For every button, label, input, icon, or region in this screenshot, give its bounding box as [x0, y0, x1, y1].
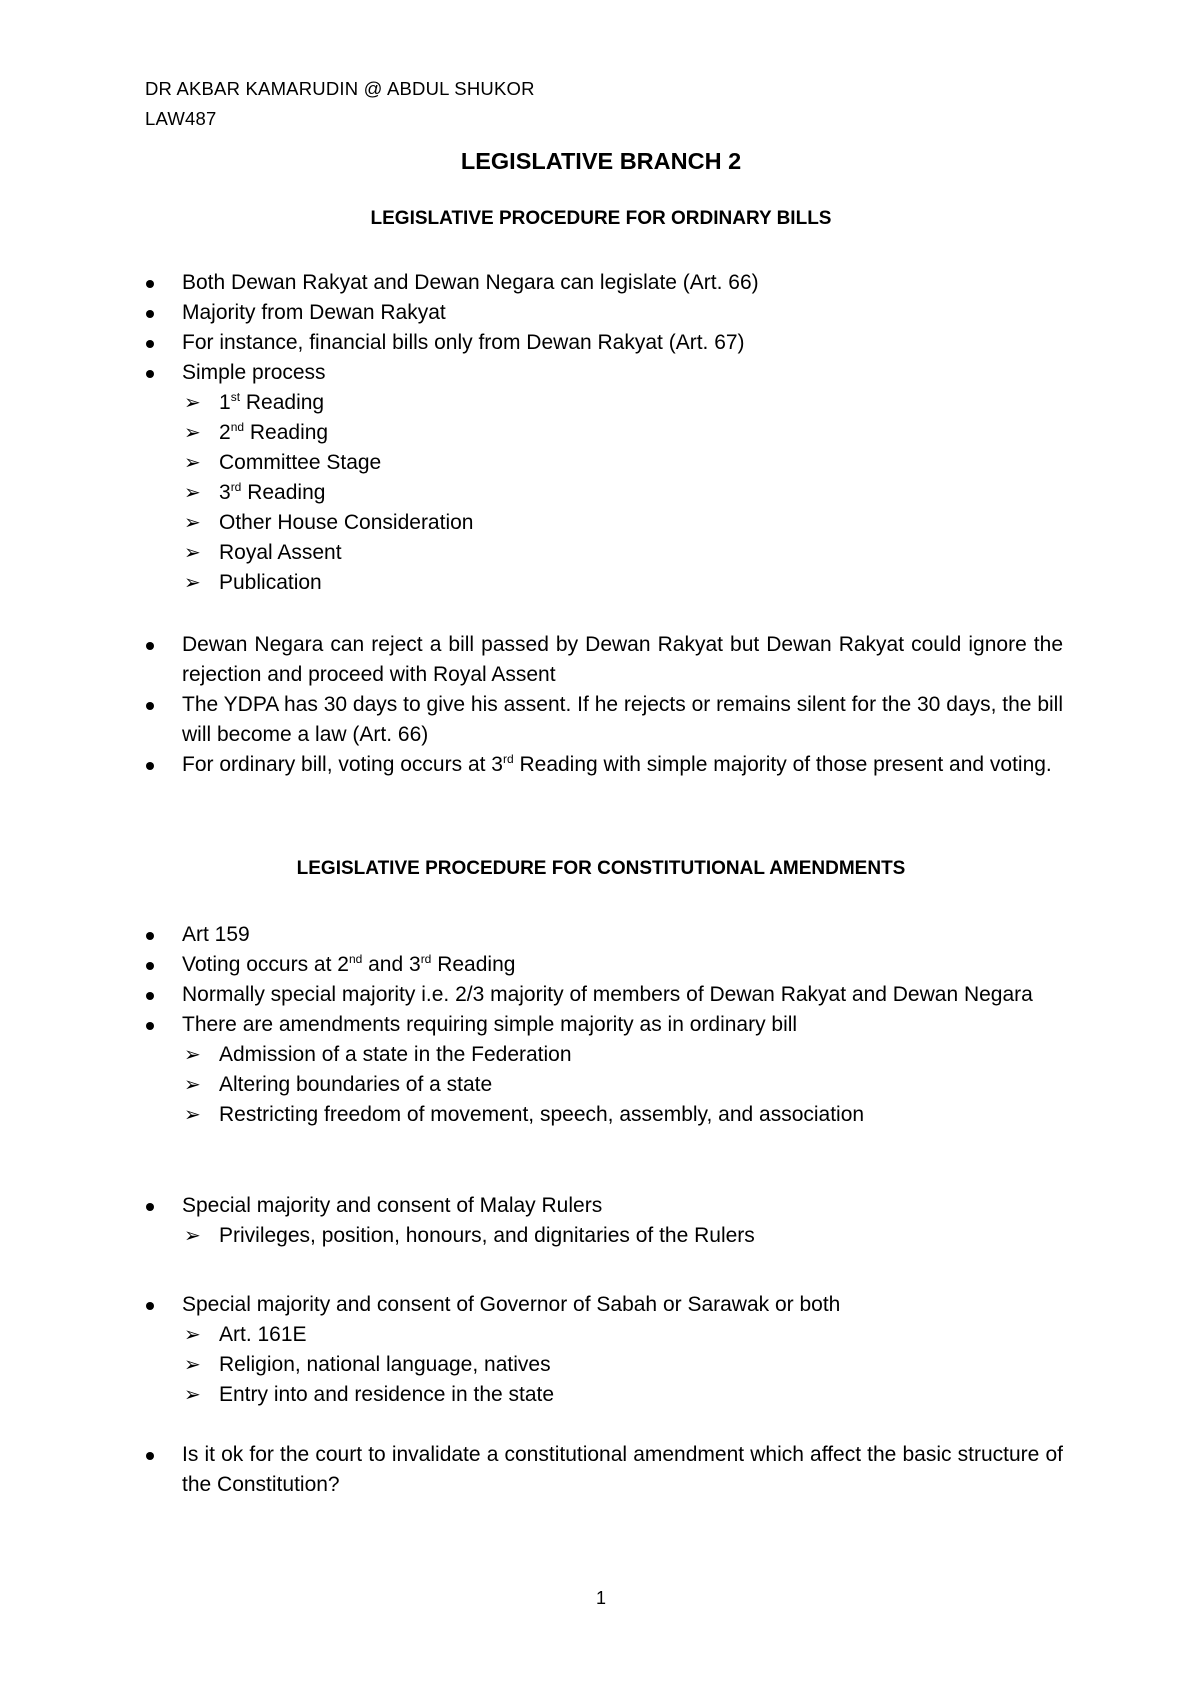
list-item: Voting occurs at 2nd and 3rd Reading — [145, 950, 1063, 980]
list-item: For ordinary bill, voting occurs at 3rd Reading with simple majority of those present and voting. — [145, 750, 1063, 780]
amendments-list — [145, 920, 1063, 1130]
list-item: Dewan Negara can reject a bill passed by Dewan Rakyat but Dewan Rakyat could ignore the rejection and proceed with Royal Assent — [145, 630, 1063, 690]
arrow-bullet-icon: ➢ — [184, 512, 201, 534]
page-title: LEGISLATIVE BRANCH 2 — [460, 148, 742, 174]
list-item: There are amendments requiring simple majority as in ordinary bill — [145, 1010, 1063, 1040]
author-name: DR AKBAR KAMARUDIN @ ABDUL SHUKOR — [145, 78, 535, 99]
step-item: ➢ 3rd Reading — [145, 478, 1063, 508]
section-heading-ordinary-bills: LEGISLATIVE PROCEDURE FOR ORDINARY BILLS — [370, 208, 832, 229]
sub-item: ➢ Privileges, position, honours, and dignitaries of the Rulers — [145, 1221, 1063, 1251]
arrow-bullet-icon: ➢ — [184, 452, 201, 474]
list-item: Simple process — [145, 358, 1063, 388]
list-item: Normally special majority i.e. 2/3 majority of members of Dewan Rakyat and Dewan Negara — [145, 980, 1063, 1010]
malay-rulers-list — [145, 1191, 1063, 1251]
sub-item: ➢ Religion, national language, natives — [145, 1350, 1063, 1380]
list-item: The YDPA has 30 days to give his assent. If he rejects or remains silent for the 30 days, the bill will become a law (Art. 66) — [145, 690, 1063, 750]
list-item: Is it ok for the court to invalidate a constitutional amendment which affect the basic structure of the Constitution? — [145, 1440, 1063, 1500]
step-item: ➢ Publication — [145, 568, 1063, 598]
list-item: Both Dewan Rakyat and Dewan Negara can legislate (Art. 66) — [145, 268, 1063, 298]
sub-item: ➢ Admission of a state in the Federation — [145, 1040, 1063, 1070]
arrow-bullet-icon: ➢ — [184, 1225, 201, 1247]
arrow-bullet-icon: ➢ — [184, 422, 201, 444]
section-heading-constitutional-amendments: LEGISLATIVE PROCEDURE FOR CONSTITUTIONAL AMENDMENTS — [296, 858, 906, 879]
arrow-bullet-icon: ➢ — [184, 1384, 201, 1406]
list-item: Special majority and consent of Governor of Sabah or Sarawak or both — [145, 1290, 1063, 1320]
governor-list — [145, 1290, 1063, 1410]
step-item: ➢ Other House Consideration — [145, 508, 1063, 538]
sub-item: ➢ Restricting freedom of movement, speech, assembly, and association — [145, 1100, 1063, 1130]
sub-item: ➢ Art. 161E — [145, 1320, 1063, 1350]
sub-item: ➢ Entry into and residence in the state — [145, 1380, 1063, 1410]
list-item: Art 159 — [145, 920, 1063, 950]
arrow-bullet-icon: ➢ — [184, 1324, 201, 1346]
arrow-bullet-icon: ➢ — [184, 1044, 201, 1066]
arrow-bullet-icon: ➢ — [184, 1354, 201, 1376]
arrow-bullet-icon: ➢ — [184, 482, 201, 504]
arrow-bullet-icon: ➢ — [184, 1074, 201, 1096]
course-code: LAW487 — [145, 108, 217, 129]
arrow-bullet-icon: ➢ — [184, 392, 201, 414]
list-item: For instance, financial bills only from Dewan Rakyat (Art. 67) — [145, 328, 1063, 358]
list-item: Majority from Dewan Rakyat — [145, 298, 1063, 328]
document-header — [145, 74, 535, 134]
ordinary-bills-notes — [145, 630, 1063, 780]
sub-item: ➢ Altering boundaries of a state — [145, 1070, 1063, 1100]
step-item: ➢ Committee Stage — [145, 448, 1063, 478]
step-item: ➢ 1st Reading — [145, 388, 1063, 418]
arrow-bullet-icon: ➢ — [184, 1104, 201, 1126]
step-item: ➢ Royal Assent — [145, 538, 1063, 568]
arrow-bullet-icon: ➢ — [184, 542, 201, 564]
arrow-bullet-icon: ➢ — [184, 572, 201, 594]
list-item: Special majority and consent of Malay Rulers — [145, 1191, 1063, 1221]
ordinary-bills-list — [145, 268, 1063, 598]
question-list — [145, 1440, 1063, 1500]
step-item: ➢ 2nd Reading — [145, 418, 1063, 448]
page-number: 1 — [595, 1588, 606, 1608]
